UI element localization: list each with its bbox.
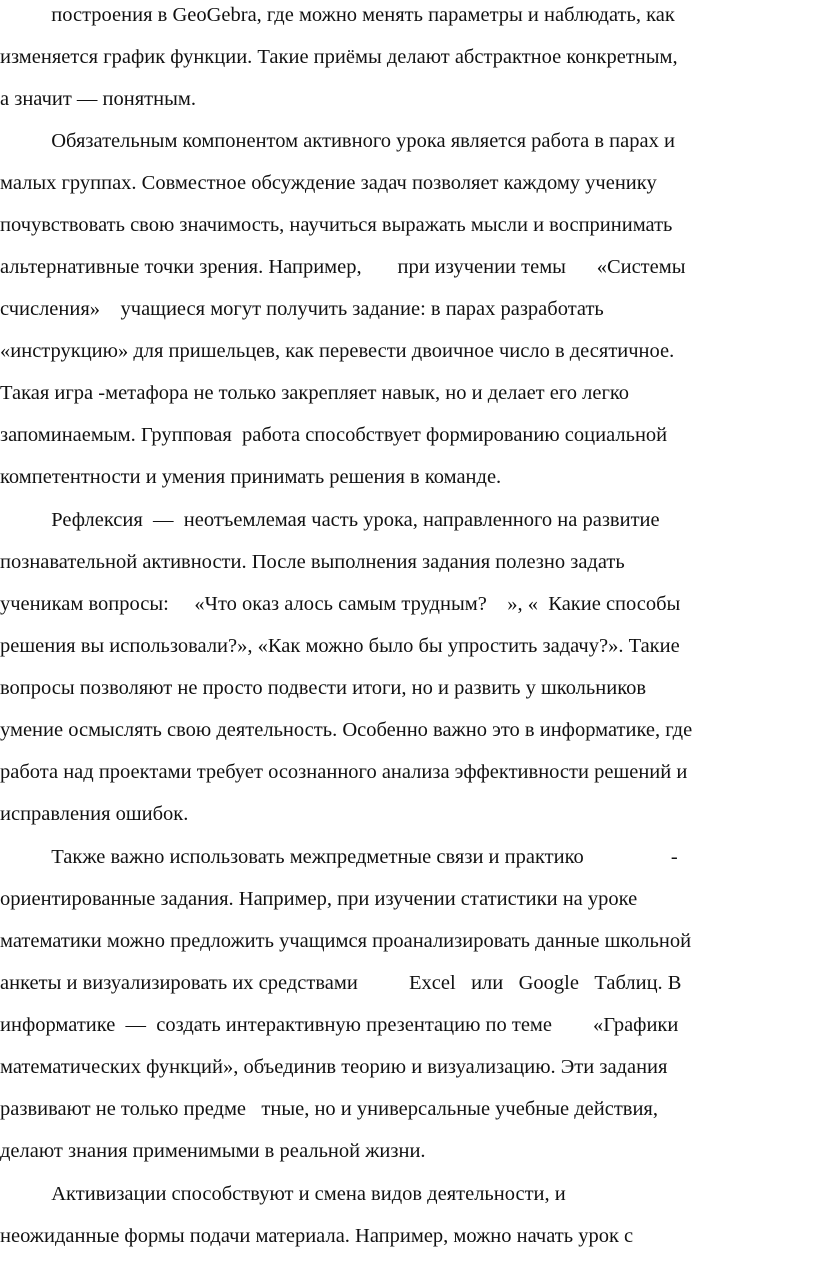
text-line: альтернативные точки зрения. Например, при изучении темы «Системы	[0, 256, 686, 278]
text-line: решения вы использовали?», «Как можно было бы упростить задачу?». Такие	[0, 635, 680, 657]
text-line: изменяется график функции. Такие приёмы делают абстрактное конкретным,	[0, 46, 678, 68]
text-line: математических функций», объединив теорию и визуализацию. Эти задания	[0, 1056, 668, 1078]
text-line: анкеты и визуализировать их средствами Excel или Google Таблиц. В	[0, 972, 682, 994]
text-line: счисления» учащиеся могут получить задание: в парах разработать	[0, 298, 604, 320]
text-line: познавательной активности. После выполнения задания полезно задать	[0, 551, 625, 573]
text-line: запоминаемым. Групповая работа способствует формированию социальной	[0, 424, 668, 446]
text-line: исправления ошибок.	[0, 803, 189, 825]
text-line: Такая игра -метафора не только закрепляет навык, но и делает его легко	[0, 382, 630, 404]
text-line: математики можно предложить учащимся проанализировать данные школьной	[0, 930, 692, 952]
text-line: неожиданные формы подачи материала. Например, можно начать урок с	[0, 1225, 634, 1247]
text-line: умение осмыслять свою деятельность. Особенно важно это в информатике, где	[0, 719, 693, 741]
text-line: Рефлексия — неотъемлемая часть урока, направленного на развитие	[0, 509, 660, 531]
text-line: Активизации способствуют и смена видов деятельности, и	[0, 1183, 566, 1205]
text-line: почувствовать свою значимость, научиться выражать мысли и воспринимать	[0, 214, 673, 236]
text-line: делают знания применимыми в реальной жизни.	[0, 1140, 426, 1162]
text-line: Также важно использовать межпредметные связи и практико -	[0, 846, 678, 868]
text-line: вопросы позволяют не просто подвести итоги, но и развить у школьников	[0, 677, 647, 699]
text-line: ученикам вопросы: «Что оказ алось самым трудным? », « Какие способы	[0, 593, 681, 615]
text-line: ориентированные задания. Например, при изучении статистики на уроке	[0, 888, 638, 910]
text-line: малых группах. Совместное обсуждение задач позволяет каждому ученику	[0, 172, 657, 194]
text-line: развивают не только предме тные, но и универсальные учебные действия,	[0, 1098, 658, 1120]
text-line: Обязательным компонентом активного урока является работа в парах и	[0, 130, 675, 152]
text-line: построения в GeoGebra, где можно менять параметры и наблюдать, как	[0, 4, 675, 26]
text-line: «инструкцию» для пришельцев, как перевести двоичное число в десятичное.	[0, 340, 675, 362]
text-line: информатике — создать интерактивную презентацию по теме «Графики	[0, 1014, 679, 1036]
text-line: работа над проектами требует осознанного анализа эффективности решений и	[0, 761, 688, 783]
text-line: а значит — понятным.	[0, 88, 196, 110]
text-line: компетентности и умения принимать решения в команде.	[0, 466, 502, 488]
